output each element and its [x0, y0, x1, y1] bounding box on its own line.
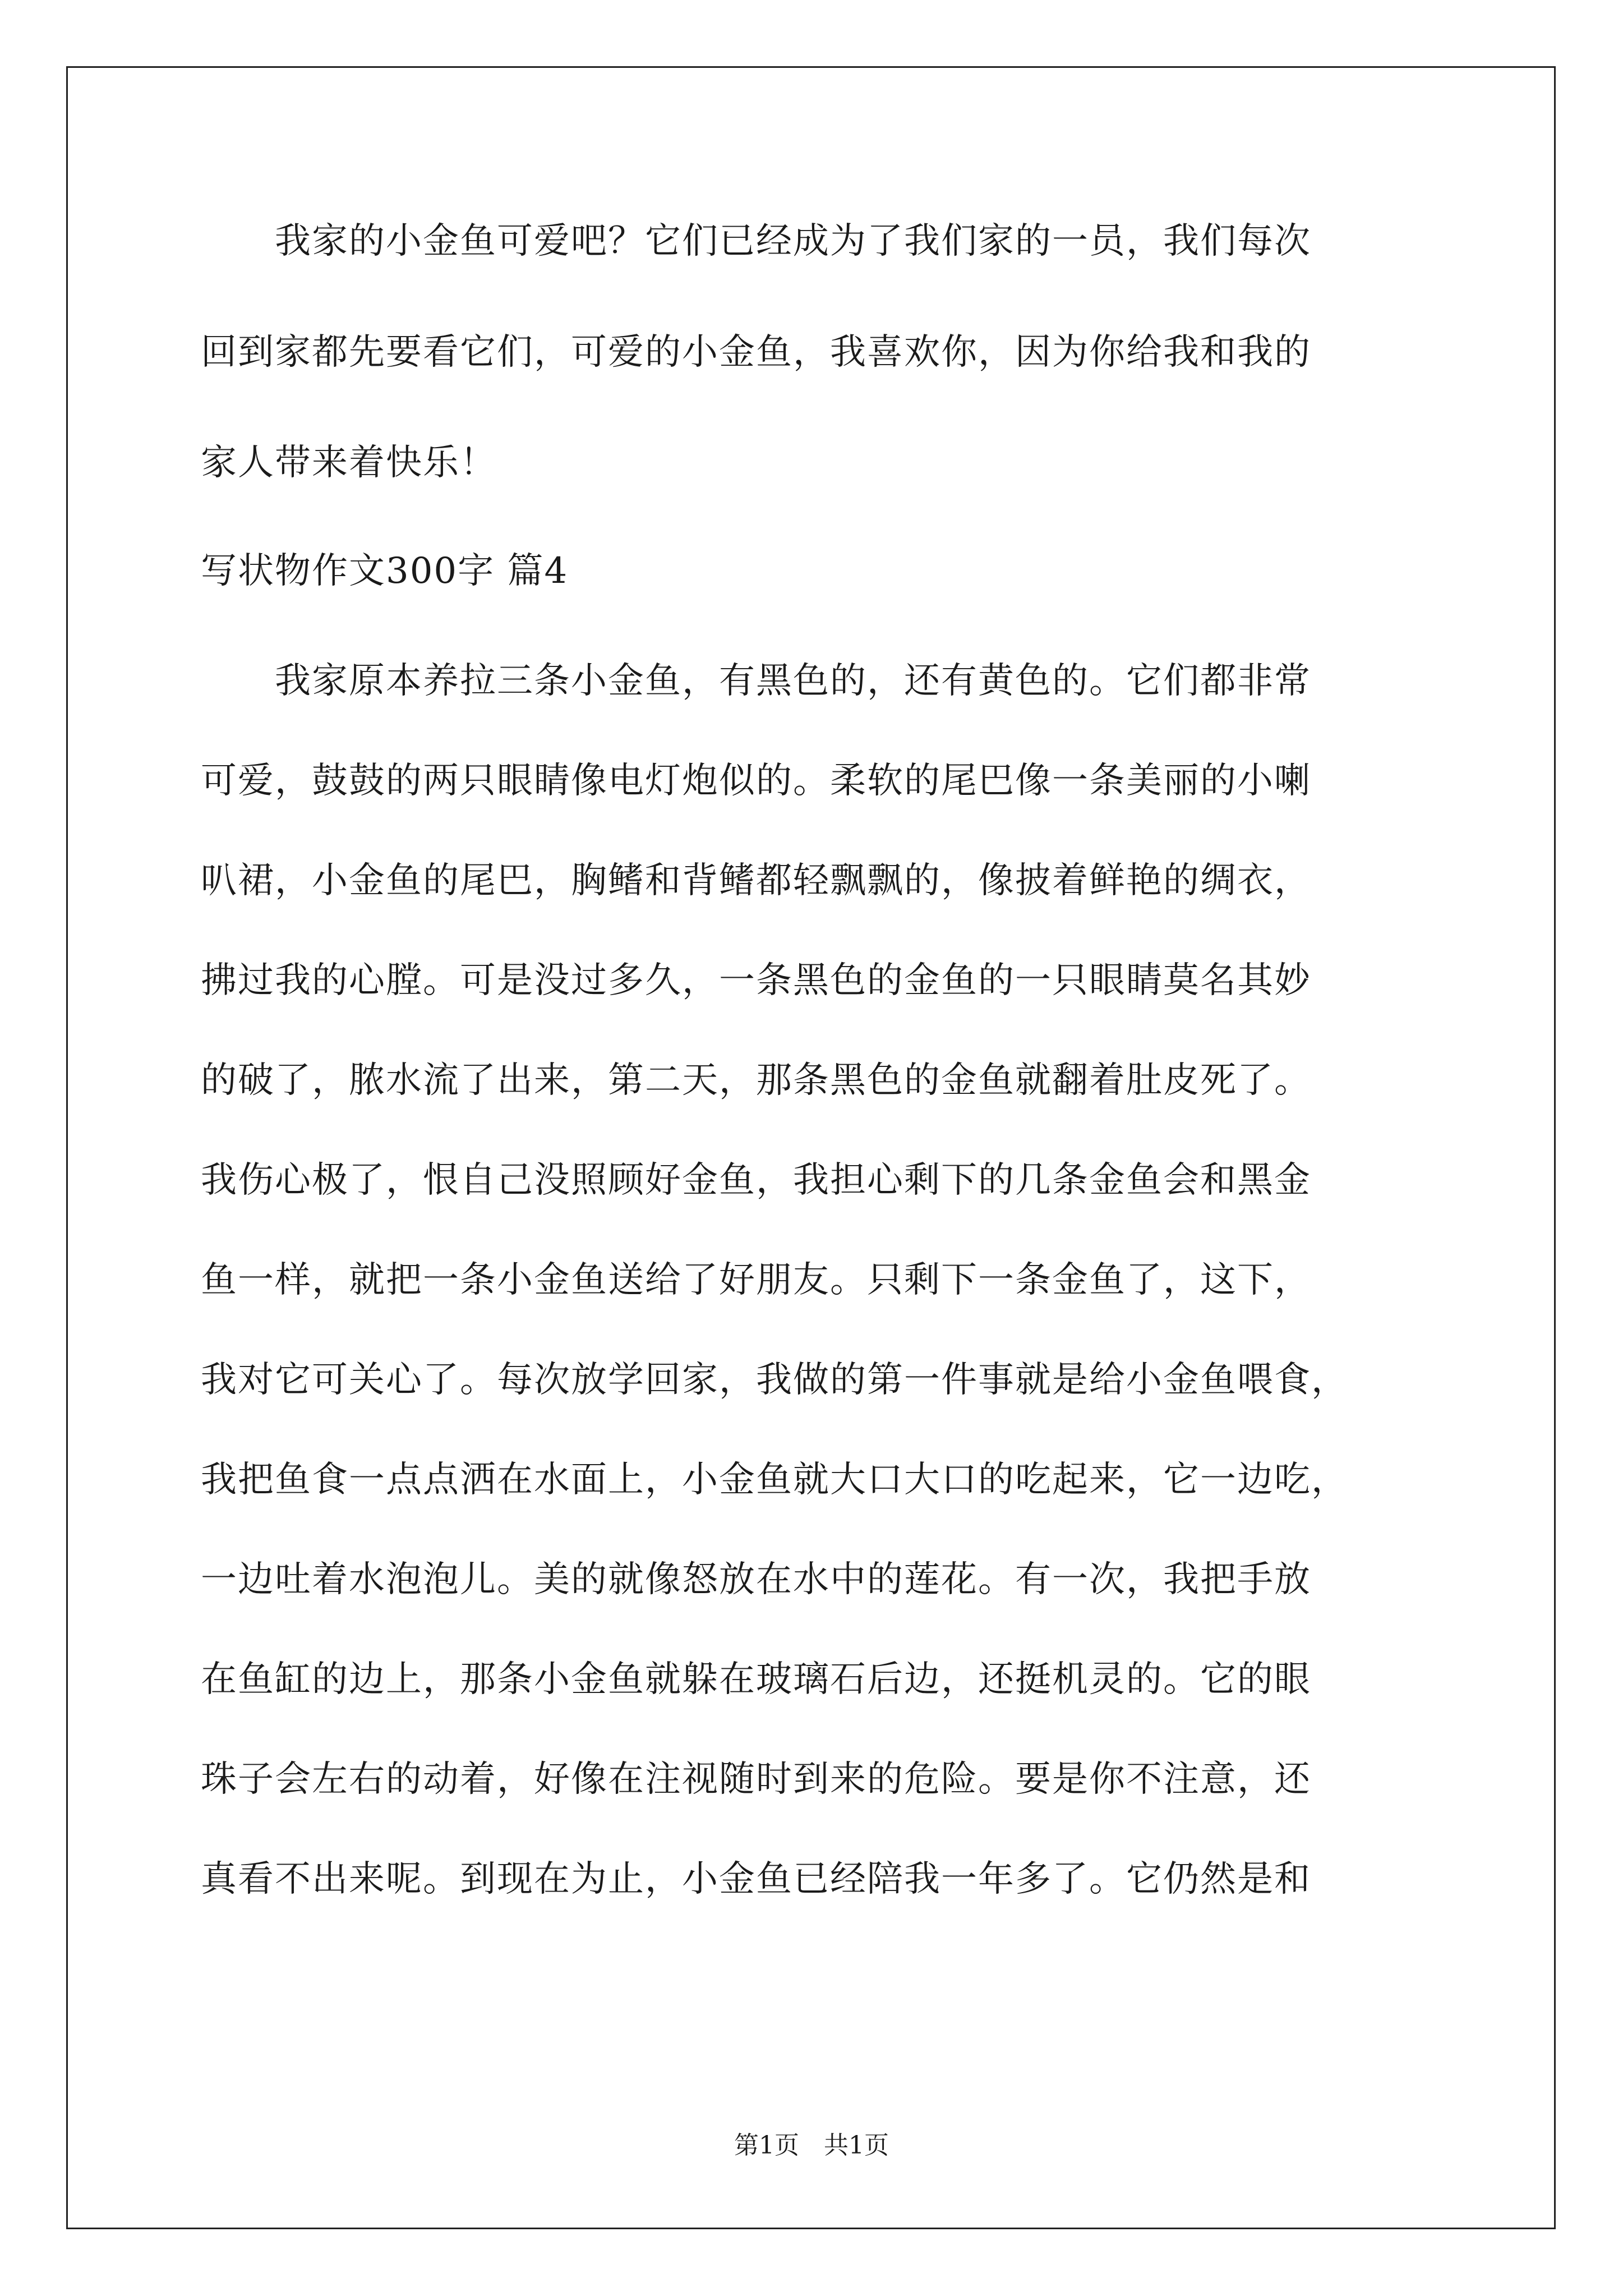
- paragraph-line: 我把鱼食一点点洒在水面上，小金鱼就大口大口的吃起来，它一边吃，: [201, 1459, 1348, 1501]
- paragraph-line: 叭裙，小金鱼的尾巴，胸鳍和背鳍都轻飘飘的，像披着鲜艳的绸衣，: [201, 860, 1311, 901]
- paragraph-line: 一边吐着水泡泡儿。美的就像怒放在水中的莲花。有一次，我把手放: [201, 1559, 1311, 1600]
- paragraph-line: 我家的小金鱼可爱吧？它们已经成为了我们家的一员，我们每次: [201, 220, 1311, 262]
- section-heading: 写状物作文300字 篇4: [201, 550, 569, 592]
- paragraph-line: 拂过我的心膛。可是没过多久，一条黑色的金鱼的一只眼睛莫名其妙: [201, 960, 1311, 1001]
- paragraph-line: 珠子会左右的动着，好像在注视随时到来的危险。要是你不注意，还: [201, 1759, 1311, 1800]
- page-border: [66, 66, 1556, 2229]
- paragraph-line: 我对它可关心了。每次放学回家，我做的第一件事就是给小金鱼喂食，: [201, 1359, 1348, 1401]
- paragraph-line: 家人带来着快乐！: [201, 442, 497, 484]
- paragraph-line: 鱼一样，就把一条小金鱼送给了好朋友。只剩下一条金鱼了，这下，: [201, 1259, 1311, 1301]
- paragraph-line: 我伤心极了，恨自己没照顾好金鱼，我担心剩下的几条金鱼会和黑金: [201, 1159, 1311, 1201]
- page-footer: 第1页 共1页: [734, 2131, 889, 2160]
- paragraph-line: 真看不出来呢。到现在为止，小金鱼已经陪我一年多了。它仍然是和: [201, 1858, 1311, 1900]
- paragraph-line: 可爱，鼓鼓的两只眼睛像电灯炮似的。柔软的尾巴像一条美丽的小喇: [201, 760, 1311, 802]
- paragraph-line: 我家原本养拉三条小金鱼，有黑色的，还有黄色的。它们都非常: [201, 660, 1311, 702]
- paragraph-line: 在鱼缸的边上，那条小金鱼就躲在玻璃石后边，还挺机灵的。它的眼: [201, 1659, 1311, 1700]
- paragraph-line: 的破了，脓水流了出来，第二天，那条黑色的金鱼就翻着肚皮死了。: [201, 1060, 1311, 1101]
- paragraph-line: 回到家都先要看它们，可爱的小金鱼，我喜欢你，因为你给我和我的: [201, 332, 1311, 373]
